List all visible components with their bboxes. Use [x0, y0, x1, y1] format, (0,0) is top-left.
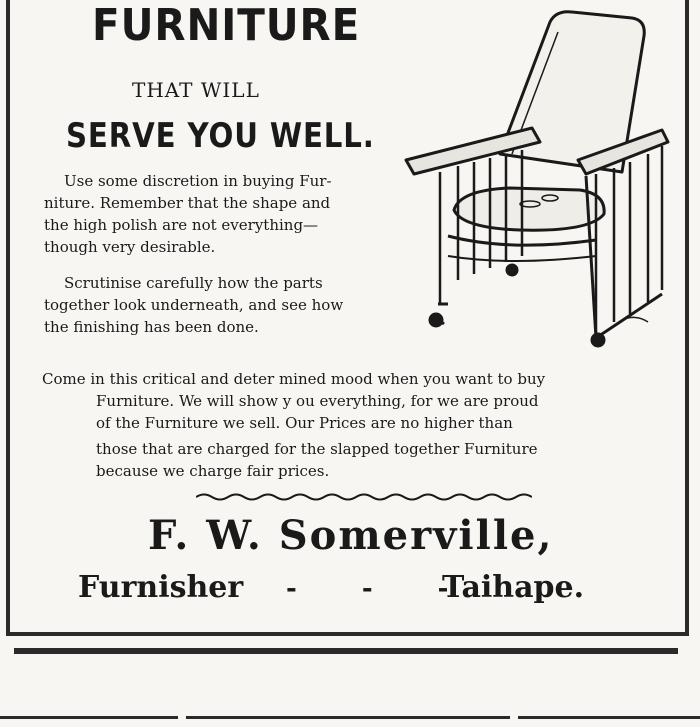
paragraph-2-line: together look underneath, and see how [44, 296, 344, 314]
separator-dashes: - - - [286, 574, 477, 604]
paragraph-1-line: though very desirable. [44, 238, 216, 256]
wavy-divider [196, 490, 532, 504]
column-rule-left [0, 716, 178, 719]
paragraph-2-line: the finishing has been done. [44, 318, 259, 336]
bottom-rule [14, 648, 678, 654]
paragraph-3-line: of the Furniture we sell. Our Prices are no higher than [96, 414, 513, 432]
paragraph-3-line: those that are charged for the slapped together Furniture [96, 440, 538, 458]
town-label: Taihape. [442, 570, 585, 605]
column-rule-right [518, 716, 700, 719]
paragraph-1-line: Use some discretion in buying Fur- [64, 172, 332, 190]
paragraph-1-line: niture. Remember that the shape and [44, 194, 331, 212]
paragraph-3-line: Come in this critical and deter mined mood when you want to buy [42, 370, 546, 388]
paragraph-1-line: the high polish are not everything— [44, 216, 319, 234]
paragraph-3-line: Furniture. We will show y ou everything, for we are proud [96, 392, 539, 410]
paragraph-3-line: because we charge fair prices. [96, 462, 330, 480]
trade-label: Furnisher [78, 570, 244, 605]
subhead-serve-you-well: SERVE YOU WELL. [66, 116, 375, 156]
merchant-name: F. W. Somerville, [148, 512, 554, 559]
column-rule-middle [186, 716, 510, 719]
paragraph-2-line: Scrutinise carefully how the parts [64, 274, 323, 292]
morris-chair-icon [400, 4, 672, 350]
headline: FURNITURE [92, 0, 361, 51]
subhead-that-will: THAT WILL [132, 78, 260, 102]
